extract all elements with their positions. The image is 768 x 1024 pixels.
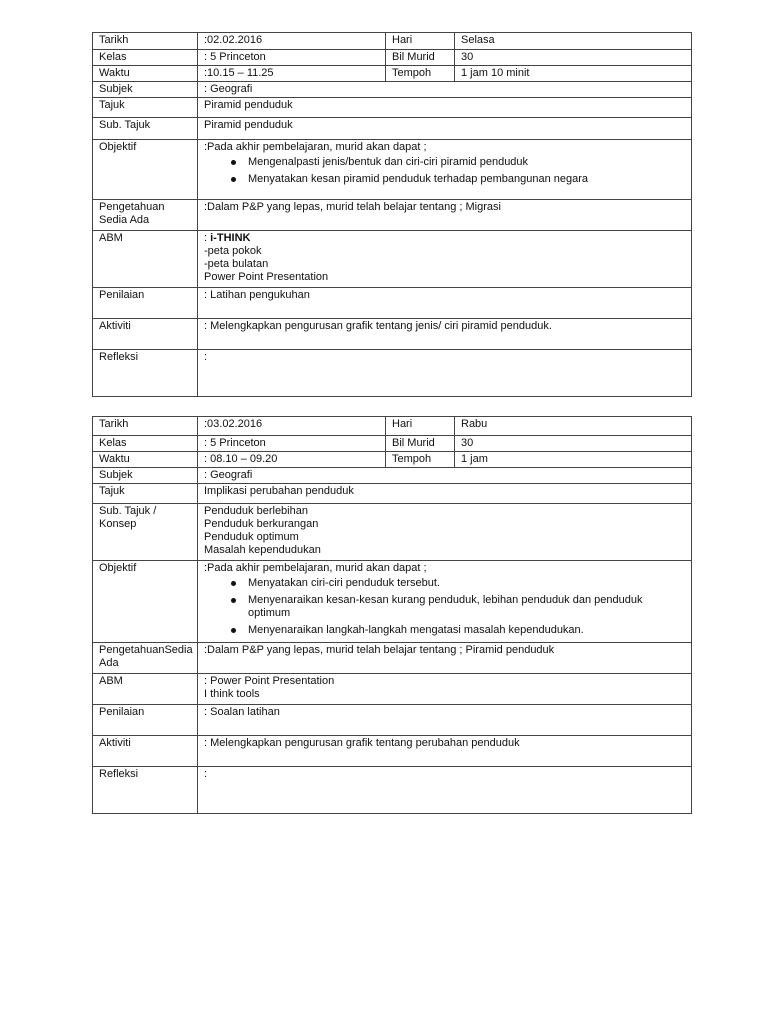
tarikh-label: Tarikh	[93, 417, 198, 436]
objektif-intro: :Pada akhir pembelajaran, murid akan dapat ;	[204, 141, 427, 153]
row-kelas	[93, 50, 692, 66]
row-refleksi	[93, 350, 692, 397]
objektif-intro: :Pada akhir pembelajaran, murid akan dapat ;	[204, 562, 427, 574]
pengetahuan-label-line1: PengetahuanSedia	[99, 644, 193, 656]
list-item: Mengenalpasti jenis/bentuk dan ciri-ciri piramid penduduk	[248, 156, 685, 169]
pengetahuan-value: :Dalam P&P yang lepas, murid telah belajar tentang ; Migrasi	[198, 200, 692, 231]
row-pengetahuan	[93, 643, 692, 674]
subtajuk-label-line2: Konsep	[99, 518, 137, 530]
tajuk-value: Implikasi perubahan penduduk	[198, 484, 692, 504]
subjek-value: : Geografi	[198, 468, 692, 484]
tajuk-label: Tajuk	[93, 98, 198, 118]
hari-value: Selasa	[455, 33, 692, 50]
tempoh-value: 1 jam 10 minit	[455, 66, 692, 82]
row-pengetahuan	[93, 200, 692, 231]
row-kelas	[93, 436, 692, 452]
subjek-label: Subjek	[93, 82, 198, 98]
tempoh-value: 1 jam	[455, 452, 692, 468]
objektif-cell	[198, 561, 692, 643]
row-subjek	[93, 468, 692, 484]
abm-line: Power Point Presentation	[204, 271, 329, 283]
abm-prefix: :	[204, 232, 211, 244]
abm-line: -peta pokok	[204, 245, 262, 257]
penilaian-label: Penilaian	[93, 288, 198, 319]
abm-ithink: i-THINK	[210, 232, 251, 244]
row-tajuk	[93, 98, 692, 118]
row-tajuk	[93, 484, 692, 504]
row-aktiviti	[93, 736, 692, 767]
subjek-label: Subjek	[93, 468, 198, 484]
abm-label: ABM	[93, 674, 198, 705]
tajuk-label: Tajuk	[93, 484, 198, 504]
aktiviti-label: Aktiviti	[93, 736, 198, 767]
pengetahuan-value: :Dalam P&P yang lepas, murid telah belajar tentang ; Piramid penduduk	[198, 643, 692, 674]
hari-label: Hari	[386, 417, 455, 436]
waktu-value: : 08.10 – 09.20	[198, 452, 386, 468]
row-subtajuk	[93, 118, 692, 140]
list-item: Penduduk optimum	[204, 531, 299, 543]
row-penilaian	[93, 705, 692, 736]
subtajuk-label: Sub. Tajuk	[93, 118, 198, 140]
row-waktu	[93, 452, 692, 468]
row-subjek	[93, 82, 692, 98]
aktiviti-value: : Melengkapkan pengurusan grafik tentang jenis/ ciri piramid penduduk.	[198, 319, 692, 350]
abm-label: ABM	[93, 231, 198, 288]
pengetahuan-label	[93, 643, 198, 674]
lesson-plan-table-2	[92, 416, 692, 814]
row-abm	[93, 674, 692, 705]
row-tarikh	[93, 33, 692, 50]
refleksi-label: Refleksi	[93, 767, 198, 814]
aktiviti-label: Aktiviti	[93, 319, 198, 350]
row-refleksi	[93, 767, 692, 814]
row-aktiviti	[93, 319, 692, 350]
refleksi-value: :	[198, 767, 692, 814]
waktu-label: Waktu	[93, 66, 198, 82]
abm-line-1	[204, 232, 685, 245]
row-objektif	[93, 140, 692, 200]
bil-murid-label: Bil Murid	[386, 436, 455, 452]
objektif-label: Objektif	[93, 561, 198, 643]
list-item: Menyatakan kesan piramid penduduk terhadap pembangunan negara	[248, 173, 685, 186]
subtajuk-value: Piramid penduduk	[198, 118, 692, 140]
tarikh-label: Tarikh	[93, 33, 198, 50]
row-subtajuk	[93, 504, 692, 561]
list-item: Penduduk berkurangan	[204, 518, 319, 530]
pengetahuan-label-line2: Ada	[99, 657, 119, 669]
tarikh-value: :03.02.2016	[198, 417, 386, 436]
objektif-label: Objektif	[93, 140, 198, 200]
pengetahuan-label-line1: Pengetahuan	[99, 201, 165, 213]
list-item: Menyenaraikan langkah-langkah mengatasi masalah kependudukan.	[248, 624, 685, 637]
list-item: Masalah kependudukan	[204, 544, 321, 556]
pengetahuan-label	[93, 200, 198, 231]
penilaian-label: Penilaian	[93, 705, 198, 736]
list-item: Penduduk berlebihan	[204, 505, 308, 517]
hari-label: Hari	[386, 33, 455, 50]
row-penilaian	[93, 288, 692, 319]
tarikh-value: :02.02.2016	[198, 33, 386, 50]
penilaian-value: : Soalan latihan	[198, 705, 692, 736]
kelas-label: Kelas	[93, 50, 198, 66]
kelas-value: : 5 Princeton	[198, 50, 386, 66]
row-objektif	[93, 561, 692, 643]
pengetahuan-label-line2: Sedia Ada	[99, 214, 150, 226]
penilaian-value: : Latihan pengukuhan	[198, 288, 692, 319]
abm-line: : Power Point Presentation	[204, 675, 335, 687]
subtajuk-label-line1: Sub. Tajuk /	[99, 505, 157, 517]
list-item: Menyenaraikan kesan-kesan kurang penduduk, lebihan penduduk dan penduduk optimum	[248, 594, 685, 620]
waktu-value: :10.15 – 11.25	[198, 66, 386, 82]
subtajuk-cell	[198, 504, 692, 561]
hari-value: Rabu	[455, 417, 692, 436]
row-abm	[93, 231, 692, 288]
abm-line: -peta bulatan	[204, 258, 269, 270]
abm-cell	[198, 231, 692, 288]
list-item: Menyatakan ciri-ciri penduduk tersebut.	[248, 577, 685, 590]
objektif-list	[204, 577, 685, 637]
tempoh-label: Tempoh	[386, 66, 455, 82]
aktiviti-value: : Melengkapkan pengurusan grafik tentang perubahan penduduk	[198, 736, 692, 767]
kelas-label: Kelas	[93, 436, 198, 452]
kelas-value: : 5 Princeton	[198, 436, 386, 452]
tajuk-value: Piramid penduduk	[198, 98, 692, 118]
refleksi-value: :	[198, 350, 692, 397]
bil-murid-label: Bil Murid	[386, 50, 455, 66]
objektif-cell	[198, 140, 692, 200]
row-waktu	[93, 66, 692, 82]
refleksi-label: Refleksi	[93, 350, 198, 397]
objektif-list	[204, 156, 685, 186]
subtajuk-label	[93, 504, 198, 561]
abm-line: I think tools	[204, 688, 260, 700]
tempoh-label: Tempoh	[386, 452, 455, 468]
lesson-plan-table-1	[92, 32, 692, 397]
bil-murid-value: 30	[455, 436, 692, 452]
bil-murid-value: 30	[455, 50, 692, 66]
subjek-value: : Geografi	[198, 82, 692, 98]
abm-cell	[198, 674, 692, 705]
waktu-label: Waktu	[93, 452, 198, 468]
row-tarikh	[93, 417, 692, 436]
